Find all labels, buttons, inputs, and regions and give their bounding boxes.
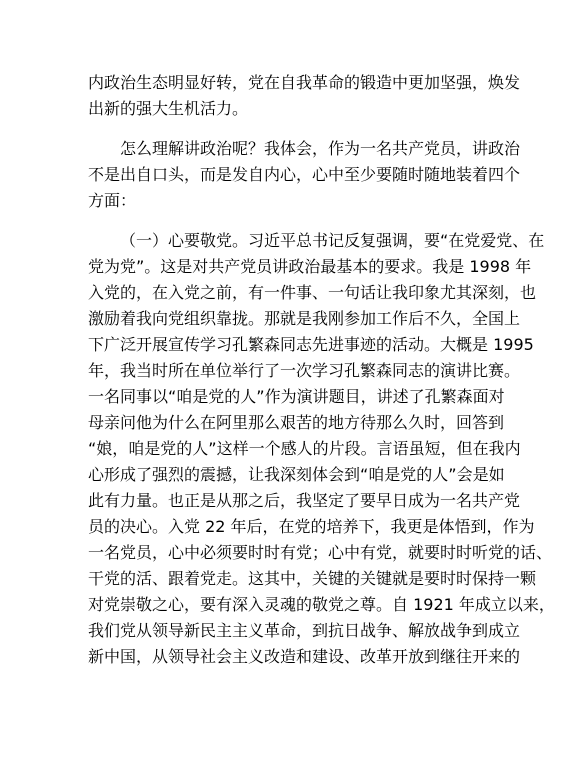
text-line: 内政治生态明显好转，党在自我革命的锻造中更加坚强，焕发 xyxy=(88,73,521,92)
text-line: 一名党员，心中必须要时时有党；心中有党，就要时时听党的话、 xyxy=(88,543,553,562)
text-line: 入党的，在入党之前，有一件事、一句话让我印象尤其深刻，也 xyxy=(88,283,537,302)
paragraph-gap xyxy=(88,122,508,136)
document-body xyxy=(88,70,555,670)
text-line: 激励着我向党组织靠拢。那就是我刚参加工作后不久，全国上 xyxy=(88,309,521,328)
text-line: 出新的强大生机活力。 xyxy=(88,99,249,118)
text-line: 怎么理解讲政治呢？我体会，作为一名共产党员，讲政治 xyxy=(120,139,521,158)
paragraph-p2 xyxy=(88,136,521,214)
text-line: 心形成了强烈的震撼，让我深刻体会到“咱是党的人”会是如 xyxy=(88,465,505,484)
text-line: 年，我当时所在单位举行了一次学习孔繁森同志的演讲比赛。 xyxy=(88,361,521,380)
text-line: 一名同事以“咱是党的人”作为演讲题目，讲述了孔繁森面对 xyxy=(88,387,505,406)
text-line: 此有力量。也正是从那之后，我坚定了要早日成为一名共产党 xyxy=(88,491,521,510)
text-line: 母亲问他为什么在阿里那么艰苦的地方待那么久时，回答到 xyxy=(88,413,505,432)
text-line: 员的决心。入党 22 年后，在党的培养下，我更是体悟到，作为 xyxy=(88,517,535,536)
text-line: 不是出自口头，而是发自内心，心中至少要随时随地装着四个 xyxy=(88,165,521,184)
text-line: 对党崇敬之心，要有深入灵魂的敬党之尊。自 1921 年成立以来， xyxy=(88,595,555,614)
text-line: （一）心要敬党。习近平总书记反复强调，要“在党爱党、在 xyxy=(120,231,545,250)
paragraph-p3 xyxy=(88,228,555,670)
paragraph-gap xyxy=(88,214,508,228)
text-line: 干党的活、跟着党走。这其中，关键的关键就是要时时保持一颗 xyxy=(88,569,537,588)
text-line: 党为党”。这是对共产党员讲政治最基本的要求。我是 1998 年 xyxy=(88,257,532,276)
text-line: 新中国，从领导社会主义改造和建设、改革开放到继往开来的 xyxy=(88,647,521,666)
text-line: “娘，咱是党的人”这样一个感人的片段。言语虽短，但在我内 xyxy=(88,439,521,458)
text-line: 方面： xyxy=(88,191,137,210)
paragraph-p1 xyxy=(88,70,521,122)
text-line: 下广泛开展宣传学习孔繁森同志先进事迹的活动。大概是 1995 xyxy=(88,335,534,354)
text-line: 我们党从领导新民主主义革命，到抗日战争、解放战争到成立 xyxy=(88,621,521,640)
